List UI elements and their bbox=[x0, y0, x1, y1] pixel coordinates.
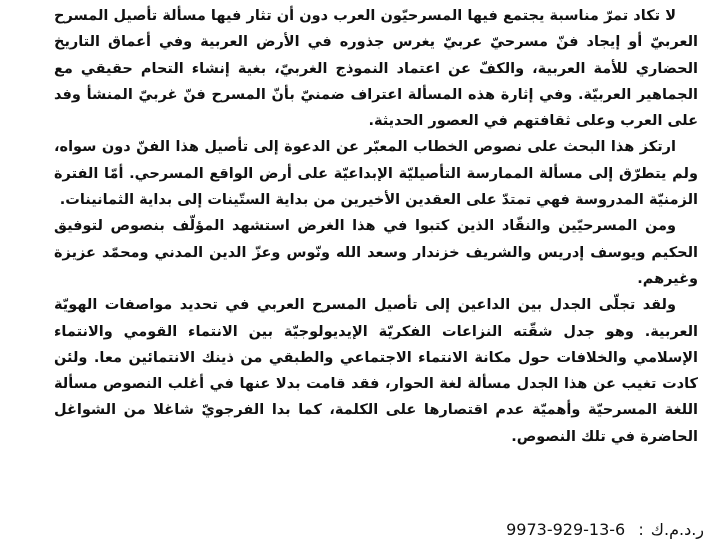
isbn-separator: : bbox=[638, 520, 644, 539]
isbn-label: ر.د.م.ك bbox=[650, 520, 704, 539]
isbn-line bbox=[468, 519, 704, 541]
paragraph-research-scope: ارتكز هذا البحث على نصوص الخطاب المعبّر عن الدعوة إلى تأصيل هذا الفنّ دون سواه، ولم يتطرّق إلى مسألة الممارسة التأصيليّة الإبداعيّة على أرض الواقع المسرحي. أمّا الفترة الزمنيّة المدروسة فهي تمتدّ على العقدين الأخيرين من بداية الستّينات إلى بداية الثمانينات. bbox=[54, 139, 698, 209]
paragraph-intro: لا تكاد تمرّ مناسبة يجتمع فيها المسرحيّون العرب دون أن تثار فيها مسألة تأصيل المسرح العربيّ أو إيجاد فنّ مسرحيّ عربيّ يغرس جذوره في الأرض العربية وفي أعماق التاريخ الحضاري للأمة العربية، والكفّ عن اعتماد النموذج الغربيّ، بغية إنشاء التحام حقيقي مع الجماهير العربيّة. وفي إثارة هذه المسألة اعتراف ضمنيّ بأنّ المسرح فنّ غربيّ المنشأ وفد على العرب وعلى ثقافتهم في العصور الحديثة. bbox=[54, 8, 698, 130]
isbn-number: 9973-929-13-6 bbox=[506, 520, 626, 539]
body-text bbox=[54, 3, 698, 450]
paragraph-cited-authors: ومن المسرحيّين والنقّاد الذين كتبوا في هذا الغرض استشهد المؤلّف بنصوص لتوفيق الحكيم ويوسف إدريس والشريف خزندار وسعد الله ونّوس وعزّ الدين المدني ومحمّد عزيزة وغيرهم. bbox=[54, 218, 698, 287]
paragraph-identity-debate: ولقد تجلّى الجدل بين الداعين إلى تأصيل المسرح العربي في تحديد مواصفات الهويّة العربية. وهو جدل شقّته النزاعات الفكريّة الإيديولوجيّة بين الانتماء القومي والانتماء الإسلامي والخلافات حول مكانة الانتماء الاجتماعي والطبقي من ذينك الانتمائين معا. ولئن كادت تغيب عن هذا الجدل مسألة لغة الحوار، فقد قامت بدلا عنها في أغلب النصوص مسألة اللغة المسرحيّة وأهميّة عدم اقتصارها على الكلمة، كما بدا الفرجويّ شاغلا من الشواغل الحاضرة في تلك النصوص. bbox=[54, 297, 698, 445]
